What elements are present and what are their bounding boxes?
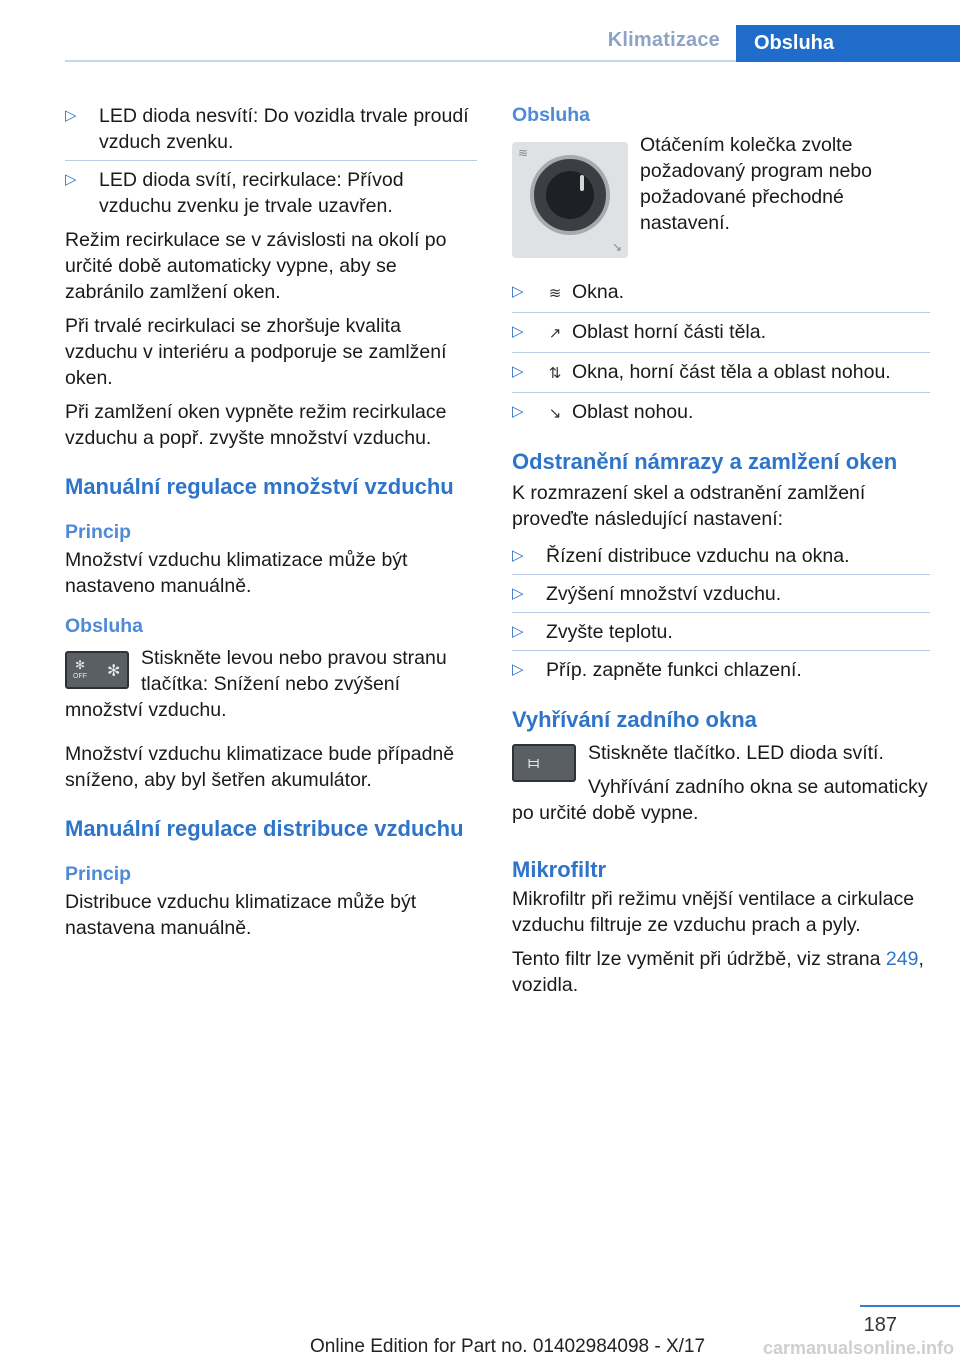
bullet-triangle-icon: ▷ xyxy=(512,585,524,602)
fan-button-figure xyxy=(65,651,129,689)
rear-defrost-button-figure xyxy=(512,744,576,782)
paragraph: Při zamlžení oken vypněte režim recirkulace vzduchu a popř. zvyšte množství vzduchu. xyxy=(65,401,447,449)
right-column xyxy=(512,100,930,1006)
dial-programs-list xyxy=(512,276,930,432)
page-link[interactable]: 249 xyxy=(885,948,919,970)
watermark: carmanualsonline.info xyxy=(762,1338,954,1358)
bullet-triangle-icon: ▷ xyxy=(512,661,524,678)
list-item: ▷ ↘ Oblast nohou. xyxy=(512,396,930,432)
heading-microfilter: Mikrofiltr xyxy=(512,857,607,882)
heading-air-distribution: Manuální regulace distribuce vzduchu xyxy=(65,816,464,841)
rear-window-heating-icon: ⧦ xyxy=(528,752,540,772)
paragraph: Množství vzduchu klimatizace může být nastaveno manuálně. xyxy=(65,549,408,597)
paragraph: Stiskněte levou nebo pravou stranu tlačítka: Snížení nebo zvýšení množství vzduchu. xyxy=(65,647,447,721)
list-item: ▷ Příp. zapněte funkci chlazení. xyxy=(512,659,802,681)
paragraph: Stiskněte tlačítko. LED dioda svítí. xyxy=(588,742,884,764)
bullet-triangle-icon: ▷ xyxy=(512,283,524,300)
bullet-triangle-icon: ▷ xyxy=(512,363,524,380)
list-item: ▷ LED dioda nesvítí: Do vozidla trvale proudí vzduch zvenku. xyxy=(65,100,477,161)
upper-body-icon: ↗ xyxy=(548,325,562,342)
all-zones-icon: ⇅ xyxy=(548,365,562,382)
bullet-triangle-icon: ▷ xyxy=(65,107,77,124)
off-label: OFF xyxy=(73,673,87,680)
bullet-triangle-icon: ▷ xyxy=(512,623,524,640)
paragraph: Vyhřívání zadního okna se automaticky po určité době vypne. xyxy=(512,776,928,824)
list-item: ▷ LED dioda svítí, recirkulace: Přívod vzduchu zvenku je trvale uzavřen. xyxy=(65,169,404,217)
dial-knob-center xyxy=(546,171,594,219)
page-header xyxy=(0,25,960,62)
page-number: 187 xyxy=(863,1314,897,1336)
subheading-princip: Princip xyxy=(65,863,132,885)
list-item: ▷ Zvýšení množství vzduchu. xyxy=(512,578,930,613)
bullet-triangle-icon: ▷ xyxy=(512,323,524,340)
list-item: ▷ ↗ Oblast horní části těla. xyxy=(512,316,930,353)
paragraph: Distribuce vzduchu klimatizace může být nastavena manuálně. xyxy=(65,891,417,939)
list-item: ▷ Řízení distribuce vzduchu na okna. xyxy=(512,540,930,575)
paragraph: Tento filtr lze vyměnit při údržbě, viz strana 249, vozidla. xyxy=(512,948,924,996)
defrost-list xyxy=(512,540,930,688)
bullet-triangle-icon: ▷ xyxy=(512,547,524,564)
heading-air-amount: Manuální regulace množství vzduchu xyxy=(65,474,454,499)
list-item: ▷ Zvyšte teplotu. xyxy=(512,616,930,651)
bullet-triangle-icon: ▷ xyxy=(65,171,77,188)
recirc-led-list xyxy=(65,100,477,224)
heading-rear-window-heating: Vyhřívání zadního okna xyxy=(512,707,757,732)
paragraph: Při trvalé recirkulaci se zhoršuje kvalita vzduchu v interiéru a podporuje se zamlžení oken. xyxy=(65,315,447,389)
paragraph: Mikrofiltr při režimu vnější ventilace a cirkulace vzduchu filtruje ze vzduchu prach a pyly. xyxy=(512,888,915,936)
subheading-obsluha: Obsluha xyxy=(65,615,144,637)
windscreen-icon: ≋ xyxy=(518,146,529,160)
heading-defrost: Odstranění námrazy a zamlžení oken xyxy=(512,449,898,474)
list-item: ▷ ⇅ Okna, horní část těla a oblast nohou. xyxy=(512,356,930,393)
footwell-icon: ↘ xyxy=(611,240,622,254)
footer-rule xyxy=(860,1305,960,1307)
windscreen-icon: ≋ xyxy=(548,285,562,302)
dial-knob xyxy=(530,155,610,235)
bullet-triangle-icon: ▷ xyxy=(512,403,524,420)
fan-high-icon: ✻ xyxy=(107,663,121,680)
paragraph: K rozmrazení skel a odstranění zamlžení proveďte následující nastavení: xyxy=(512,482,866,530)
list-item: ▷ ≋ Okna. xyxy=(512,276,930,313)
subheading-obsluha: Obsluha xyxy=(512,104,591,126)
paragraph: Režim recirkulace se v závislosti na okolí po určité době automaticky vypne, aby se zabránilo zamlžení oken. xyxy=(65,229,447,303)
fan-low-icon: ✻ xyxy=(75,658,86,672)
left-column xyxy=(65,100,477,949)
header-tab-obsluha[interactable]: Obsluha xyxy=(736,25,960,62)
edition-note: Online Edition for Part no. 01402984098 - X/17 xyxy=(310,1336,706,1357)
footwell-icon: ↘ xyxy=(548,405,562,422)
paragraph: Množství vzduchu klimatizace bude případně sníženo, aby byl šetřen akumulátor. xyxy=(65,743,455,791)
subheading-princip: Princip xyxy=(65,521,132,543)
paragraph: Otáčením kolečka zvolte požadovaný program nebo požadované přechodné nastavení. xyxy=(640,134,872,234)
air-distribution-dial-figure xyxy=(512,142,628,258)
header-section[interactable]: Klimatizace xyxy=(607,29,720,51)
dial-indicator xyxy=(580,175,584,191)
